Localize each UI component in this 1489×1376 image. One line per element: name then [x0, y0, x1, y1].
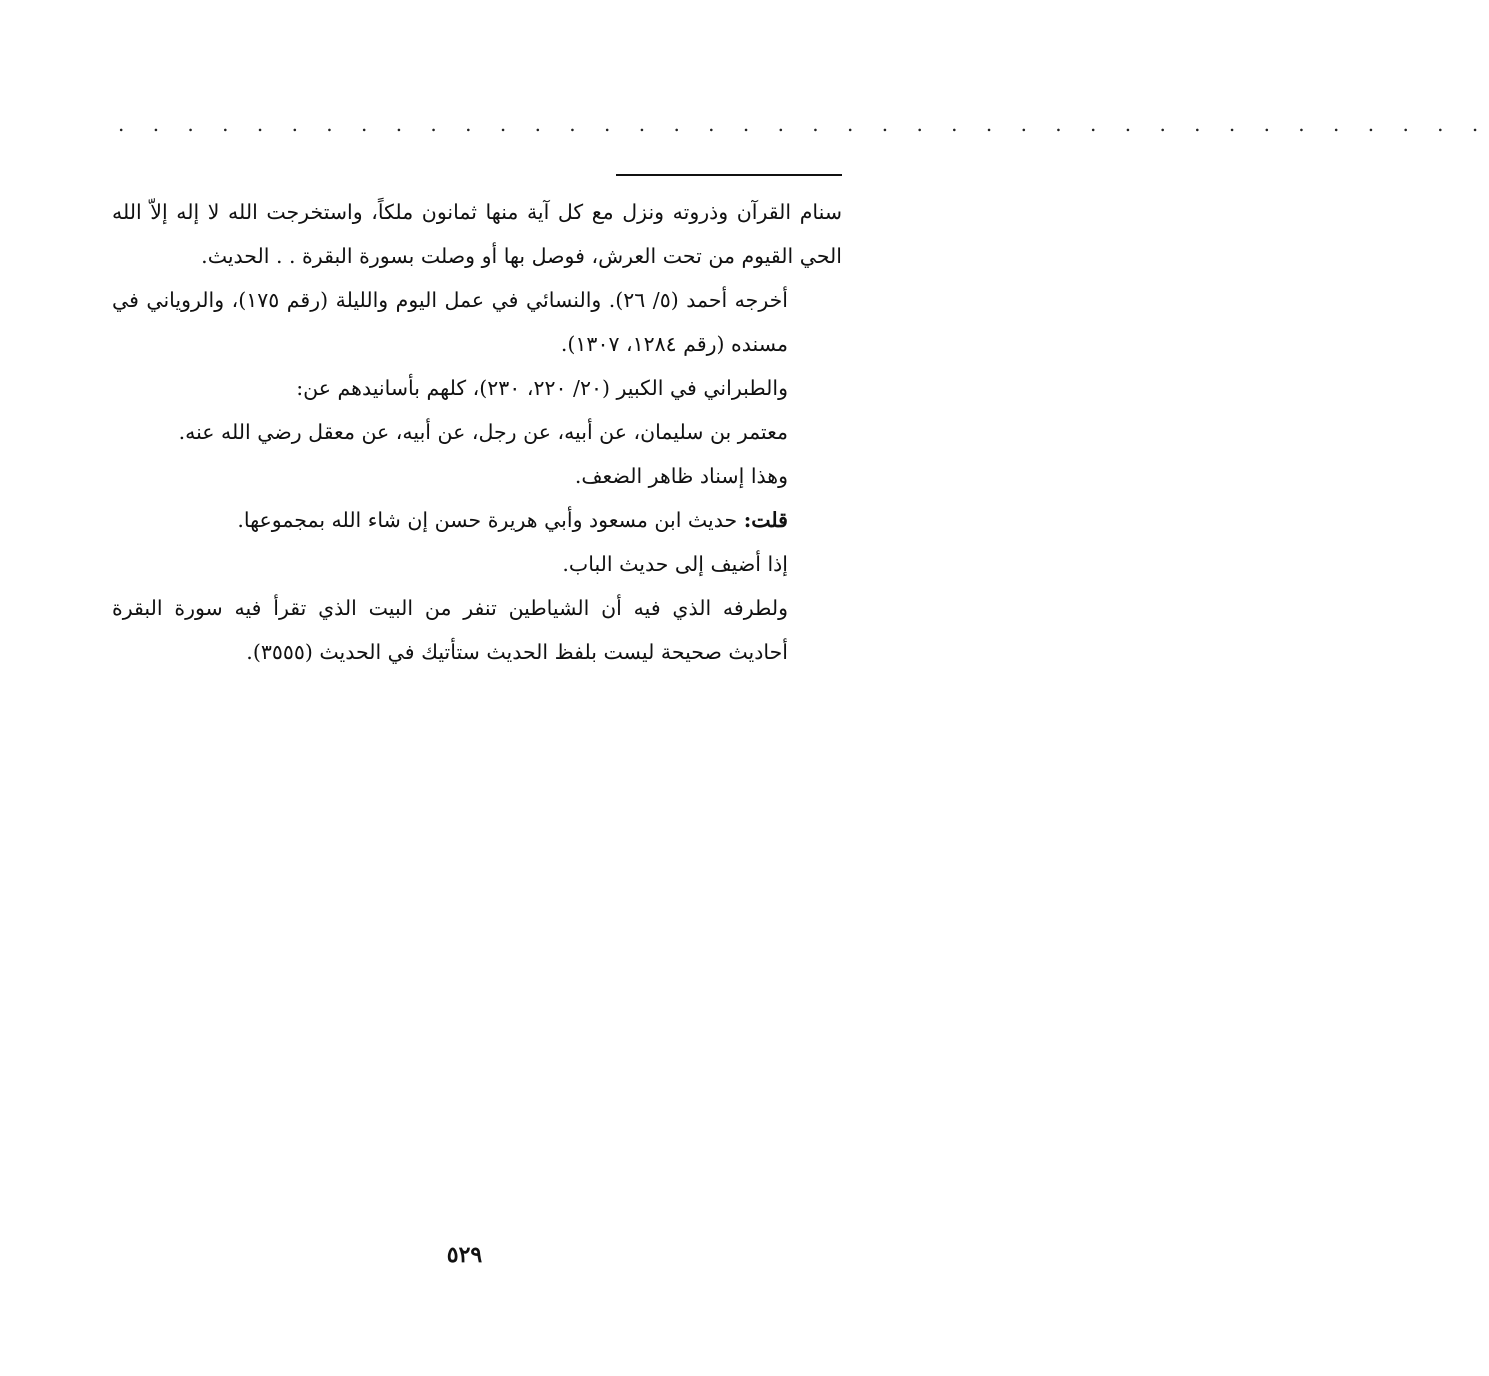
paragraph-2	[112, 278, 842, 366]
paragraph-5	[112, 454, 842, 498]
paragraph-6-lead: قلت:	[743, 508, 788, 532]
paragraph-6-text: حديث ابن مسعود وأبي هريرة حسن إن شاء الله بمجموعها.	[237, 508, 744, 532]
paragraph-7	[112, 542, 842, 586]
paragraph-3	[112, 366, 842, 410]
paragraph-5-text: وهذا إسناد ظاهر الضعف.	[574, 464, 788, 488]
paragraph-4	[112, 410, 842, 454]
page-number: ٥٢٩	[446, 1242, 483, 1268]
dotted-separator: . . . . . . . . . . . . . . . . . . . . . . . . . . . . . . . . . . . . . . . .	[118, 112, 1489, 136]
footnote-rule	[616, 174, 842, 176]
paragraph-1	[112, 190, 842, 278]
paragraph-4-text: معتمر بن سليمان، عن أبيه، عن رجل، عن أبيه، عن معقل رضي الله عنه.	[178, 420, 788, 444]
paragraph-8-text: ولطرفه الذي فيه أن الشياطين تنفر من البيت الذي تقرأ فيه سورة البقرة أحاديث صحيحة ليست بلفظ الحديث ستأتيك في الحديث (٣٥٥٥).	[112, 596, 788, 664]
paragraph-8	[112, 586, 842, 674]
paragraph-3-text: والطبراني في الكبير (٢٠/ ٢٢٠، ٢٣٠)، كلهم بأسانيدهم عن:	[296, 376, 788, 400]
footnote-text	[112, 190, 842, 674]
paragraph-2-text: أخرجه أحمد (٥/ ٢٦). والنسائي في عمل اليوم والليلة (رقم ١٧٥)، والروياني في مسنده (رقم ١٢٨٤، ١٣٠٧).	[112, 288, 788, 356]
paragraph-1-text: سنام القرآن وذروته ونزل مع كل آية منها ثمانون ملكاً، واستخرجت الله لا إله إلاّ الله الحي القيوم من تحت العرش، فوصل بها أو وصلت بسورة البقرة . . الحديث.	[112, 200, 842, 268]
paragraph-7-text: إذا أضيف إلى حديث الباب.	[562, 552, 788, 576]
paragraph-6	[112, 498, 842, 542]
